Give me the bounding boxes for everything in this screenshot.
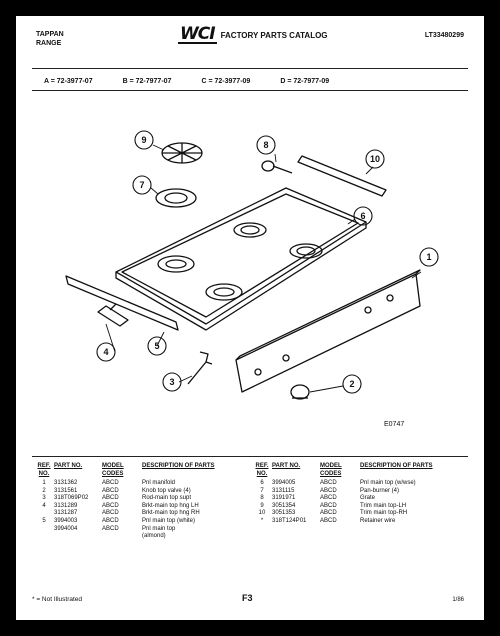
- callout-10: 10: [369, 154, 381, 164]
- callout-5: 5: [154, 341, 160, 351]
- brand-name: TAPPAN: [36, 31, 64, 38]
- model-codes: [44, 78, 329, 86]
- brand-block: [36, 30, 64, 48]
- callout-1: 1: [426, 252, 432, 262]
- table-row: 10 3051353 ABCD Trim main top-RH: [258, 510, 408, 517]
- table-header: REF. NO. PART NO. MODEL CODES DESCRIPTION OF PARTS: [37, 463, 215, 477]
- callout-9: 9: [141, 135, 147, 145]
- exploded-parts-diagram: [36, 106, 466, 446]
- callout-6: 6: [360, 211, 366, 221]
- table-header: REF. NO. PART NO. MODEL CODES DESCRIPTION OF PARTS: [255, 463, 433, 477]
- catalog-number: LT33480299: [424, 32, 464, 39]
- page-number: F3: [242, 593, 253, 603]
- table-row: 4 3131289 ABCD Brkt-main top hng LH: [42, 502, 199, 509]
- catalog-title: FACTORY PARTS CATALOG: [220, 30, 328, 40]
- appliance-category: RANGE: [36, 40, 62, 47]
- knob-valve-part: [291, 385, 309, 399]
- wci-logo: WCI: [180, 24, 215, 44]
- parts-table-right: [252, 463, 458, 526]
- table-row: 9 3051354 ABCD Trim main top-LH: [260, 502, 407, 509]
- table-row: 6 3994005 ABCD Pnl main top (w/wse): [260, 480, 416, 486]
- table-row: 3131287 ABCD Brkt-main top hng RH: [54, 510, 200, 517]
- model-code-d: D = 72-7977-09: [280, 78, 330, 85]
- diagram-code: E0747: [384, 421, 405, 428]
- table-row: * 318T124P01 ABCD Retainer wire: [260, 517, 396, 524]
- manifold-panel: [236, 270, 420, 392]
- callout-4: 4: [103, 347, 109, 357]
- callout-labels: [103, 135, 431, 389]
- catalog-page: [16, 16, 484, 620]
- leader-lines: [106, 145, 421, 392]
- footnote: * = Not Illustrated: [32, 596, 83, 603]
- burner-pans: [158, 223, 322, 300]
- models-rule: [32, 90, 468, 91]
- trim-lh-part: [66, 276, 178, 330]
- knob-part: [262, 161, 292, 173]
- model-code-b: B = 72-7977-07: [122, 78, 172, 85]
- callout-3: 3: [169, 377, 175, 387]
- callout-7: 7: [139, 180, 145, 190]
- table-row: 3994004 ABCD Pnl main top (almond): [54, 525, 176, 540]
- callout-2: 2: [349, 379, 355, 389]
- parts-table-left: [34, 463, 240, 541]
- catalog-title-block: [178, 26, 328, 44]
- grate-part: [162, 143, 202, 163]
- table-row: 1 3131362 ABCD Pnl manifold: [42, 480, 176, 486]
- table-row: 3 318T069P02 ABCD Rod-main top supt: [42, 495, 192, 502]
- model-code-a: A = 72-3977-07: [44, 78, 93, 85]
- table-rule: [32, 456, 468, 457]
- header-rule: [32, 68, 468, 69]
- table-row: 5 3994003 ABCD Pnl main top (white): [42, 517, 196, 524]
- table-row: 8 3191971 ABCD Grate: [260, 495, 376, 502]
- table-row: 7 3131115 ABCD Pan-burner (4): [260, 487, 400, 494]
- callout-8: 8: [263, 140, 269, 150]
- callout-circles: [97, 131, 438, 393]
- table-row: 2 3131561 ABCD Knob top valve (4): [42, 487, 191, 494]
- support-rod-part: [188, 352, 212, 384]
- main-top-panel: [116, 188, 366, 330]
- burner-pan-part: [156, 189, 196, 207]
- model-code-c: C = 72-3977-09: [201, 78, 251, 85]
- catalog-date: 1/86: [452, 597, 464, 603]
